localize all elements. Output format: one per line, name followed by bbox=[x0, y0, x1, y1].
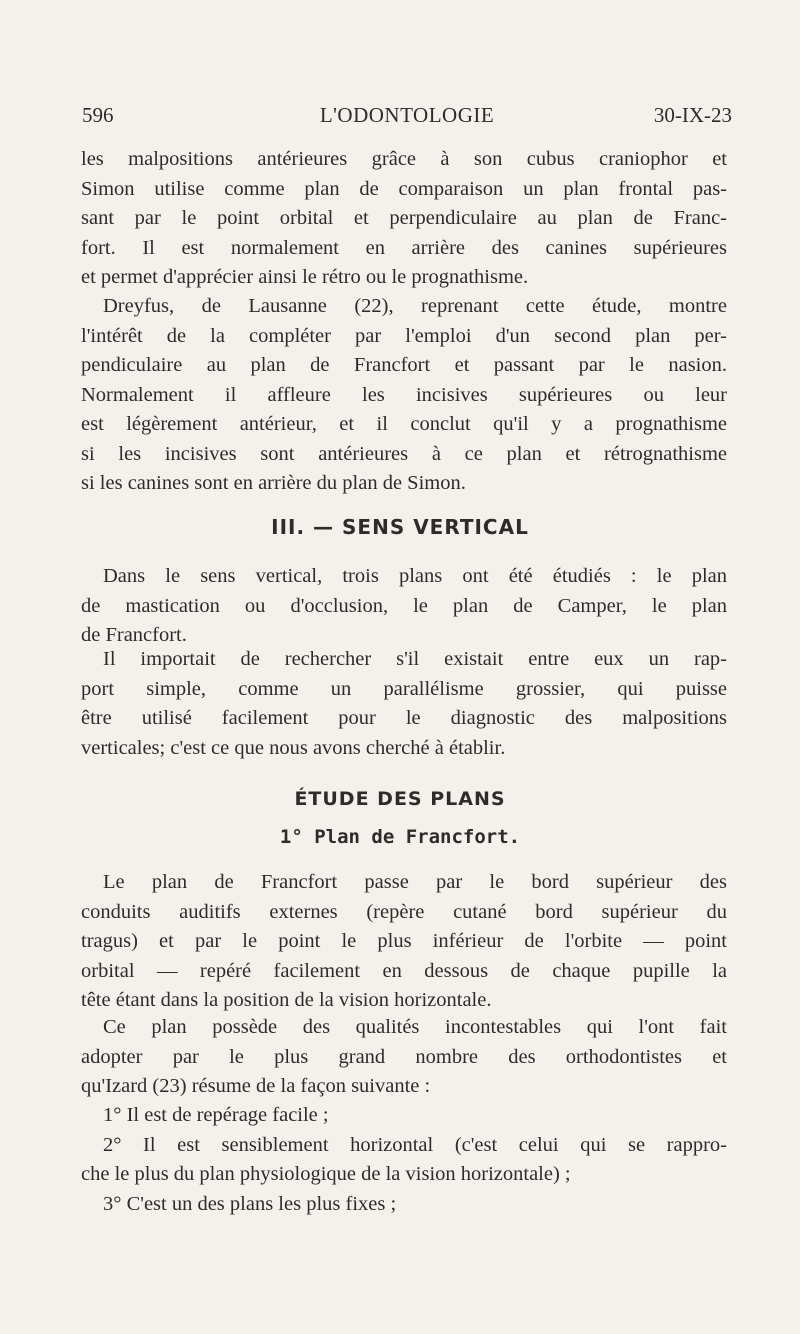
text-line: Dans le sens vertical, trois plans ont été étudiés : le plan bbox=[103, 565, 727, 587]
text-line: conduits auditifs externes (repère cutané bord supérieur du bbox=[81, 900, 727, 923]
subheading-etude: ÉTUDE DES PLANS bbox=[294, 788, 506, 810]
subheading-plan-francfort: 1° Plan de Francfort. bbox=[279, 826, 521, 848]
journal-title: L'ODONTOLOGIE bbox=[319, 103, 495, 127]
page-number: 596 bbox=[82, 103, 114, 127]
paragraph-3 bbox=[81, 562, 727, 651]
text-line: Ce plan possède des qualités incontestables qui l'ont fait bbox=[103, 1016, 727, 1038]
text-line: et permet d'apprécier ainsi le rétro ou le prognathisme. bbox=[81, 266, 529, 288]
paragraph-2 bbox=[81, 292, 727, 499]
text-line: de mastication ou d'occlusion, le plan de Camper, le plan bbox=[81, 594, 727, 617]
list-item: 3° C'est un des plans les plus fixes ; bbox=[103, 1192, 397, 1215]
text-line: Normalement il affleure les incisives supérieures ou leur bbox=[81, 383, 727, 406]
text-line: l'intérêt de la compléter par l'emploi d'un second plan per- bbox=[81, 324, 727, 347]
text-line: tête étant dans la position de la vision horizontale. bbox=[81, 989, 492, 1011]
list-item-continuation: che le plus du plan physiologique de la vision horizontale) ; bbox=[81, 1163, 571, 1185]
text-line: pendiculaire au plan de Francfort et passant par le nasion. bbox=[81, 354, 727, 376]
text-line: sant par le point orbital et perpendiculaire au plan de Franc- bbox=[81, 207, 727, 229]
text-line: port simple, comme un parallélisme grossier, qui puisse bbox=[81, 677, 727, 700]
text-line: est légèrement antérieur, et il conclut qu'il y a prognathisme bbox=[81, 413, 727, 435]
list-item: 1° Il est de repérage facile ; bbox=[103, 1104, 329, 1126]
text-line: fort. Il est normalement en arrière des canines supérieures bbox=[81, 236, 727, 259]
section-heading: III. — SENS VERTICAL bbox=[271, 515, 529, 539]
paragraph-1 bbox=[81, 145, 727, 293]
text-line: Simon utilise comme plan de comparaison un plan frontal pas- bbox=[81, 177, 727, 200]
paragraph-6 bbox=[81, 1013, 727, 1102]
issue-date: 30-IX-23 bbox=[653, 103, 732, 127]
list-item: 2° Il est sensiblement horizontal (c'est celui qui se rappro- bbox=[103, 1133, 727, 1156]
text-line: verticales; c'est ce que nous avons cherché à établir. bbox=[81, 736, 506, 759]
numbered-list bbox=[81, 1101, 727, 1219]
running-header bbox=[82, 103, 732, 133]
text-line: les malpositions antérieures grâce à son cubus craniophor et bbox=[81, 148, 727, 170]
text-line: si les incisives sont antérieures à ce plan et rétrognathisme bbox=[81, 442, 727, 465]
text-line: orbital — repéré facilement en dessous de chaque pupille la bbox=[81, 959, 727, 982]
text-line: si les canines sont en arrière du plan de Simon. bbox=[81, 472, 466, 494]
text-line: qu'Izard (23) résume de la façon suivante : bbox=[81, 1075, 431, 1097]
text-line: Le plan de Francfort passe par le bord supérieur des bbox=[103, 871, 727, 893]
text-line: Dreyfus, de Lausanne (22), reprenant cette étude, montre bbox=[103, 295, 727, 317]
text-line: Il importait de rechercher s'il existait entre eux un rap- bbox=[103, 648, 727, 670]
paragraph-5 bbox=[81, 868, 727, 1016]
text-line: tragus) et par le point le plus inférieur de l'orbite — point bbox=[81, 930, 727, 952]
text-line: être utilisé facilement pour le diagnostic des malpositions bbox=[81, 707, 727, 729]
text-line: adopter par le plus grand nombre des orthodontistes et bbox=[81, 1045, 727, 1068]
paragraph-4 bbox=[81, 645, 727, 763]
text-line: de Francfort. bbox=[81, 624, 187, 646]
